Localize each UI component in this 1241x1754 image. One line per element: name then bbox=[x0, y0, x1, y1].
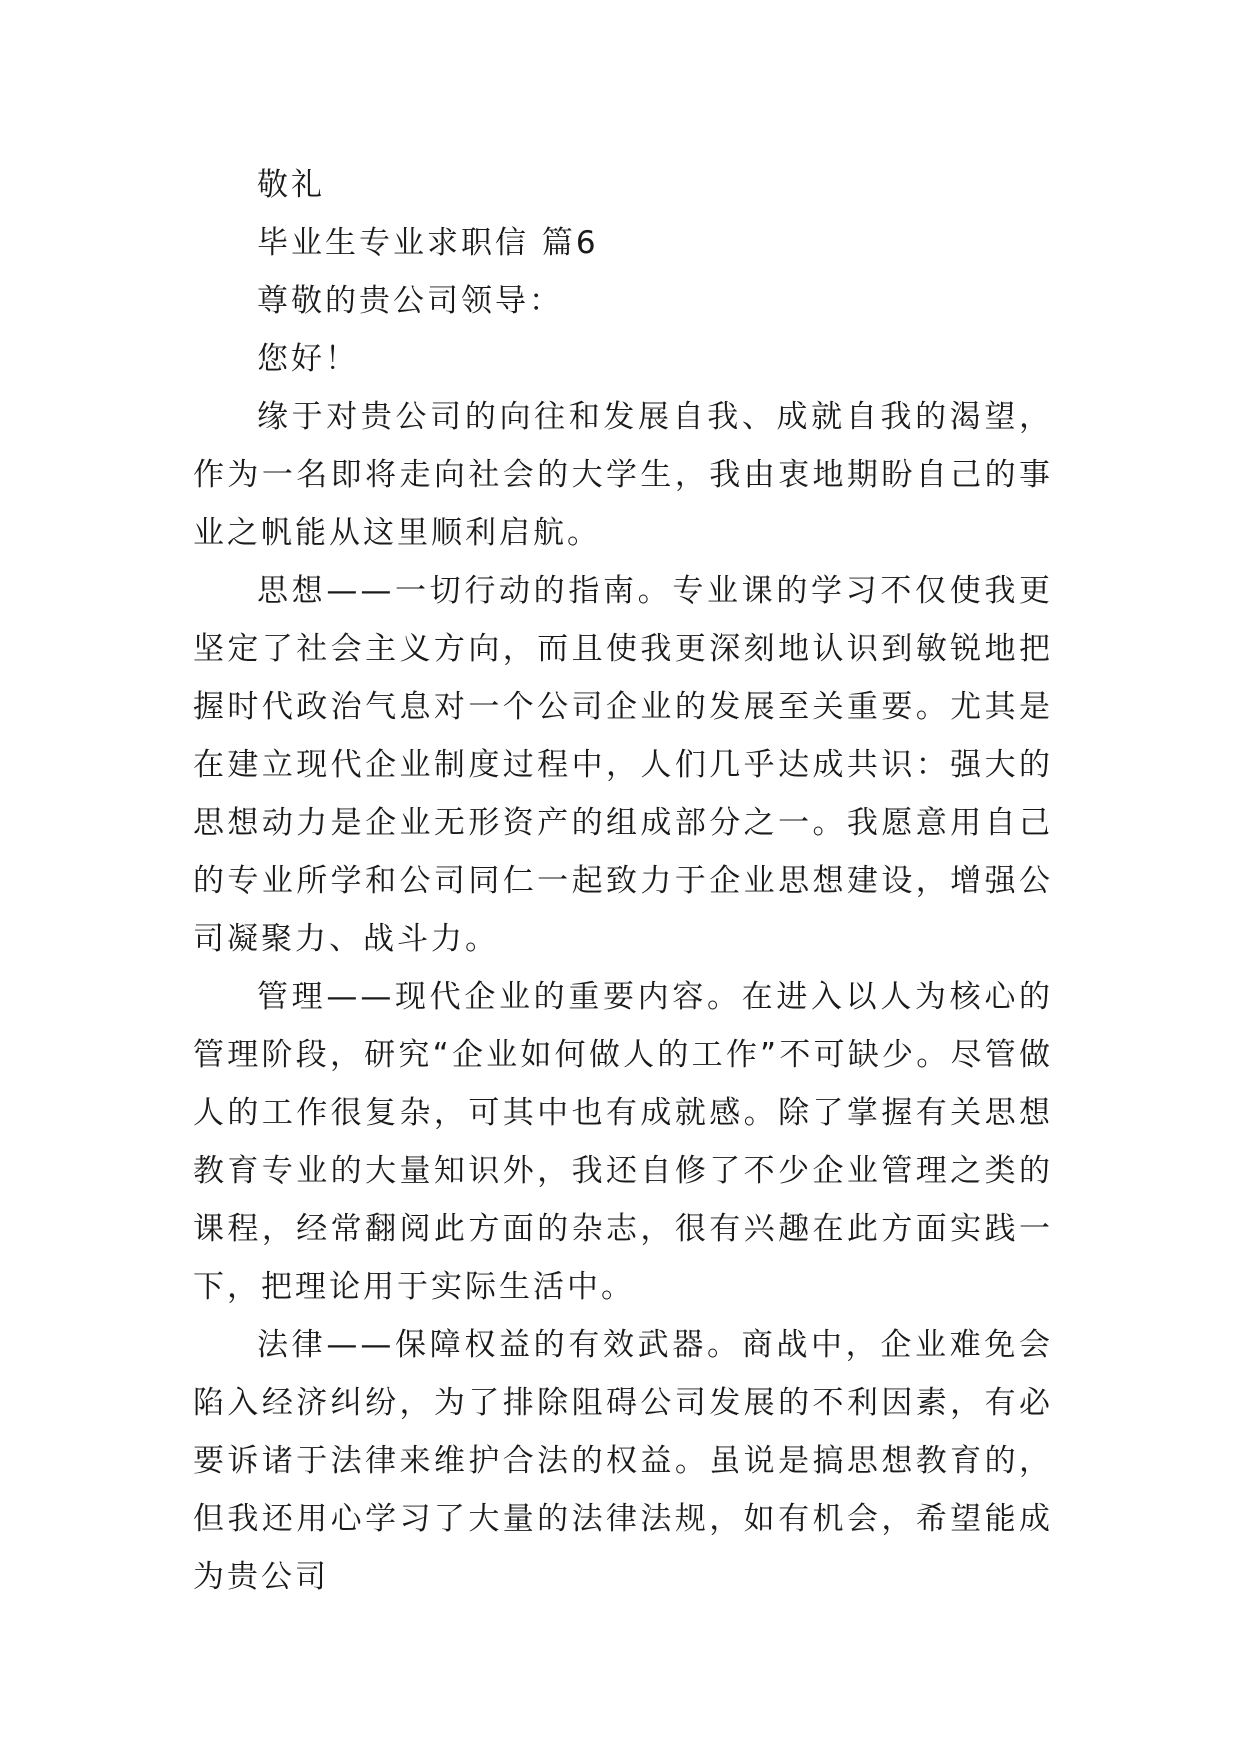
section-heading: 毕业生专业求职信 篇6 bbox=[257, 225, 599, 261]
paragraph-intro: 缘于对贵公司的向往和发展自我、成就自我的渴望，作为一名即将走向社会的大学生，我由衷地期盼自己的事业之帆能从这里顺利启航。 bbox=[193, 399, 1053, 551]
greeting-line: 您好！ bbox=[257, 341, 359, 377]
closing-salutation: 敬礼 bbox=[257, 167, 325, 203]
addressee-line: 尊敬的贵公司领导： bbox=[257, 283, 563, 319]
paragraph-thought: 思想——一切行动的指南。专业课的学习不仅使我更坚定了社会主义方向，而且使我更深刻地认识到敏锐地把握时代政治气息对一个公司企业的发展至关重要。尤其是在建立现代企业制度过程中，人们几乎达成共识：强大的思想动力是企业无形资产的组成部分之一。我愿意用自己的专业所学和公司同仁一起致力于企业思想建设，增强公司凝聚力、战斗力。 bbox=[193, 573, 1053, 957]
paragraph-law: 法律——保障权益的有效武器。商战中，企业难免会陷入经济纠纷，为了排除阻碍公司发展的不利因素，有必要诉诸于法律来维护合法的权益。虽说是搞思想教育的，但我还用心学习了大量的法律法规，如有机会，希望能成为贵公司 bbox=[193, 1327, 1053, 1595]
letter-body bbox=[193, 156, 1053, 1606]
paragraph-management: 管理——现代企业的重要内容。在进入以人为核心的管理阶段，研究“企业如何做人的工作”不可缺少。尽管做人的工作很复杂，可其中也有成就感。除了掌握有关思想教育专业的大量知识外，我还自修了不少企业管理之类的课程，经常翻阅此方面的杂志，很有兴趣在此方面实践一下，把理论用于实际生活中。 bbox=[193, 979, 1053, 1305]
